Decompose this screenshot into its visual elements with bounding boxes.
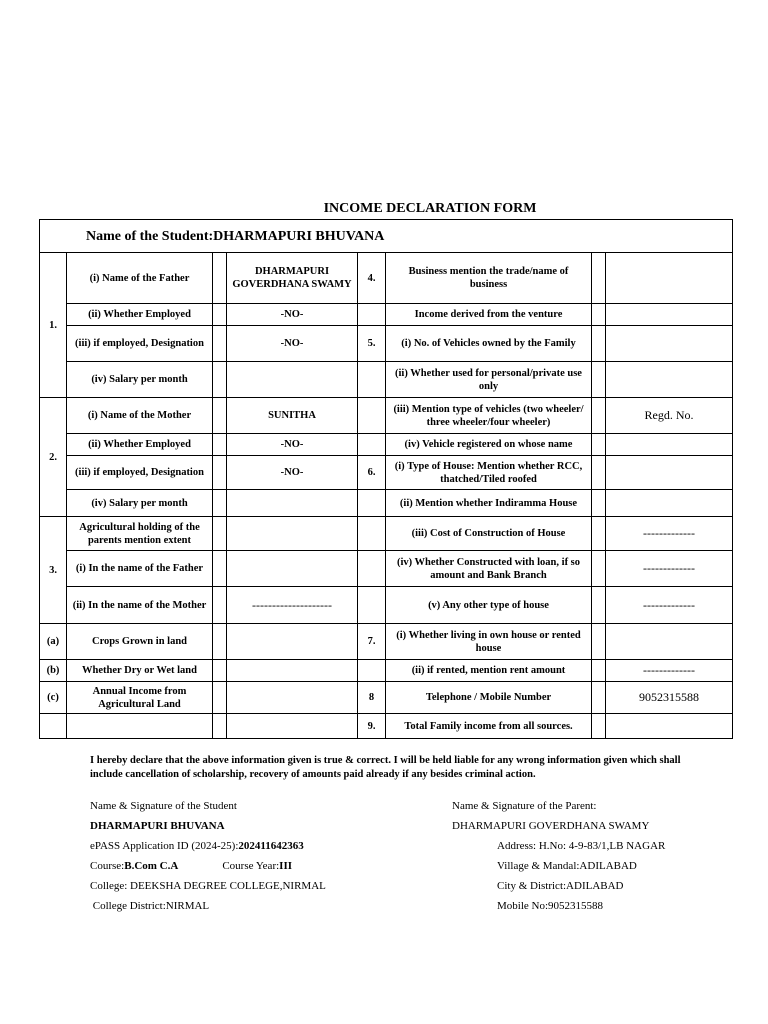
- right-value[interactable]: -------------: [606, 660, 733, 682]
- right-label: Telephone / Mobile Number: [386, 682, 592, 714]
- spacer-cell: [592, 362, 606, 398]
- left-label: Annual Income from Agricultural Land: [67, 682, 213, 714]
- right-label: (i) No. of Vehicles owned by the Family: [386, 326, 592, 362]
- left-label: (iv) Salary per month: [67, 362, 213, 398]
- left-label: [67, 714, 213, 739]
- right-value[interactable]: [606, 362, 733, 398]
- section-number: (a): [40, 624, 67, 660]
- section-number: [358, 398, 386, 434]
- right-label: Total Family income from all sources.: [386, 714, 592, 739]
- spacer-cell: [592, 490, 606, 517]
- declaration-table: [39, 219, 733, 739]
- section-number: 1.: [40, 253, 67, 398]
- course-value: B.Com C.A: [124, 860, 179, 872]
- right-label: (ii) Whether used for personal/private use only: [386, 362, 592, 398]
- left-label: (iv) Salary per month: [67, 490, 213, 517]
- left-value[interactable]: [227, 714, 358, 739]
- spacer-cell: [592, 624, 606, 660]
- left-label: (iii) if employed, Designation: [67, 326, 213, 362]
- left-value[interactable]: --------------------: [227, 587, 358, 624]
- right-value[interactable]: [606, 624, 733, 660]
- spacer-cell: [592, 660, 606, 682]
- left-label: Agricultural holding of the parents mention extent: [67, 517, 213, 551]
- section-number: 6.: [358, 456, 386, 490]
- college-district-line: College District:NIRMAL: [90, 900, 210, 912]
- right-label: Income derived from the venture: [386, 304, 592, 326]
- right-value[interactable]: [606, 714, 733, 739]
- spacer-cell: [213, 456, 227, 490]
- course-year-value: III: [279, 860, 293, 872]
- right-value[interactable]: -------------: [606, 517, 733, 551]
- spacer-cell: [213, 398, 227, 434]
- right-value[interactable]: [606, 304, 733, 326]
- spacer-cell: [592, 456, 606, 490]
- section-number: [358, 434, 386, 456]
- student-name: DHARMAPURI BHUVANA: [90, 820, 225, 832]
- right-label: (iii) Cost of Construction of House: [386, 517, 592, 551]
- right-value[interactable]: [606, 253, 733, 304]
- right-label: (iii) Mention type of vehicles (two wheeler/ three wheeler/four wheeler): [386, 398, 592, 434]
- spacer-cell: [213, 624, 227, 660]
- left-label: Whether Dry or Wet land: [67, 660, 213, 682]
- spacer-cell: [213, 587, 227, 624]
- right-label: (i) Type of House: Mention whether RCC, thatched/Tiled roofed: [386, 456, 592, 490]
- epass-line: [90, 836, 326, 856]
- section-number: (c): [40, 682, 67, 714]
- section-number: 7.: [358, 624, 386, 660]
- college-line: College: DEEKSHA DEGREE COLLEGE,NIRMAL: [90, 880, 326, 892]
- parent-mobile: Mobile No:9052315588: [497, 900, 604, 912]
- epass-label: ePASS Application ID (2024-25):: [90, 840, 239, 852]
- right-label: (iv) Whether Constructed with loan, if so amount and Bank Branch: [386, 551, 592, 587]
- parent-name: DHARMAPURI GOVERDHANA SWAMY: [452, 820, 650, 832]
- right-value[interactable]: [606, 326, 733, 362]
- left-value[interactable]: DHARMAPURI GOVERDHANA SWAMY: [227, 253, 358, 304]
- epass-id: 202411642363: [238, 840, 304, 852]
- section-number: 8: [358, 682, 386, 714]
- section-number: [358, 551, 386, 587]
- course-line: [90, 856, 326, 876]
- right-label: (iv) Vehicle registered on whose name: [386, 434, 592, 456]
- left-label: Crops Grown in land: [67, 624, 213, 660]
- section-number: [358, 587, 386, 624]
- section-number: 4.: [358, 253, 386, 304]
- right-label: (v) Any other type of house: [386, 587, 592, 624]
- section-number: [358, 362, 386, 398]
- section-number: 3.: [40, 517, 67, 624]
- spacer-cell: [592, 304, 606, 326]
- left-value[interactable]: [227, 682, 358, 714]
- left-label: (ii) Whether Employed: [67, 434, 213, 456]
- right-value[interactable]: [606, 434, 733, 456]
- spacer-cell: [213, 551, 227, 587]
- section-number: (b): [40, 660, 67, 682]
- spacer-cell: [213, 660, 227, 682]
- right-label: Business mention the trade/name of business: [386, 253, 592, 304]
- section-number: 2.: [40, 398, 67, 517]
- left-value[interactable]: [227, 624, 358, 660]
- spacer-cell: [592, 517, 606, 551]
- left-value[interactable]: -NO-: [227, 326, 358, 362]
- course-year-label: Course Year:: [222, 860, 280, 872]
- right-label: (ii) Mention whether Indiramma House: [386, 490, 592, 517]
- right-value[interactable]: [606, 490, 733, 517]
- spacer-cell: [592, 551, 606, 587]
- section-number: 5.: [358, 326, 386, 362]
- parent-signature-block: [452, 796, 665, 916]
- left-label: (iii) if employed, Designation: [67, 456, 213, 490]
- spacer-cell: [592, 326, 606, 362]
- spacer-cell: [213, 304, 227, 326]
- right-value[interactable]: 9052315588: [606, 682, 733, 714]
- student-name-heading: Name of the Student:DHARMAPURI BHUVANA: [40, 220, 733, 253]
- section-number: 9.: [358, 714, 386, 739]
- left-value[interactable]: [227, 551, 358, 587]
- declaration-text: I hereby declare that the above information given is true & correct. I will be held liable for any wrong information given which shall include cancellation of scholarship, recovery of amounts paid already if any besides criminal action.: [90, 755, 681, 780]
- spacer-cell: [592, 714, 606, 739]
- left-label: (ii) Whether Employed: [67, 304, 213, 326]
- spacer-cell: [592, 682, 606, 714]
- section-number: [358, 660, 386, 682]
- section-number: [40, 714, 67, 739]
- left-value[interactable]: [227, 517, 358, 551]
- form-title: INCOME DECLARATION FORM: [323, 201, 537, 216]
- spacer-cell: [213, 434, 227, 456]
- left-value[interactable]: -NO-: [227, 434, 358, 456]
- spacer-cell: [592, 398, 606, 434]
- student-signature-block: [90, 796, 326, 916]
- left-label: (i) In the name of the Father: [67, 551, 213, 587]
- section-number: [358, 517, 386, 551]
- right-value[interactable]: [606, 456, 733, 490]
- spacer-cell: [213, 253, 227, 304]
- parent-address: Address: H.No: 4-9-83/1,LB NAGAR: [497, 840, 666, 852]
- spacer-cell: [592, 587, 606, 624]
- right-label: (ii) if rented, mention rent amount: [386, 660, 592, 682]
- left-value[interactable]: [227, 362, 358, 398]
- right-label: (i) Whether living in own house or rented house: [386, 624, 592, 660]
- left-label: (i) Name of the Mother: [67, 398, 213, 434]
- left-value[interactable]: [227, 660, 358, 682]
- left-value[interactable]: -NO-: [227, 304, 358, 326]
- spacer-cell: [213, 490, 227, 517]
- parent-village: Village & Mandal:ADILABAD: [497, 860, 637, 872]
- parent-signature-heading: Name & Signature of the Parent:: [452, 800, 597, 812]
- course-label: Course:: [90, 860, 125, 872]
- student-signature-heading: Name & Signature of the Student: [90, 800, 237, 812]
- right-value[interactable]: -------------: [606, 551, 733, 587]
- section-number: [358, 304, 386, 326]
- left-value[interactable]: SUNITHA: [227, 398, 358, 434]
- spacer-cell: [592, 434, 606, 456]
- left-label: (ii) In the name of the Mother: [67, 587, 213, 624]
- spacer-cell: [213, 714, 227, 739]
- right-value[interactable]: Regd. No.: [606, 398, 733, 434]
- spacer-cell: [213, 362, 227, 398]
- spacer-cell: [213, 517, 227, 551]
- left-label: (i) Name of the Father: [67, 253, 213, 304]
- spacer-cell: [213, 682, 227, 714]
- parent-city: City & District:ADILABAD: [497, 880, 624, 892]
- spacer-cell: [213, 326, 227, 362]
- right-value[interactable]: -------------: [606, 587, 733, 624]
- left-value[interactable]: [227, 490, 358, 517]
- left-value[interactable]: -NO-: [227, 456, 358, 490]
- spacer-cell: [592, 253, 606, 304]
- section-number: [358, 490, 386, 517]
